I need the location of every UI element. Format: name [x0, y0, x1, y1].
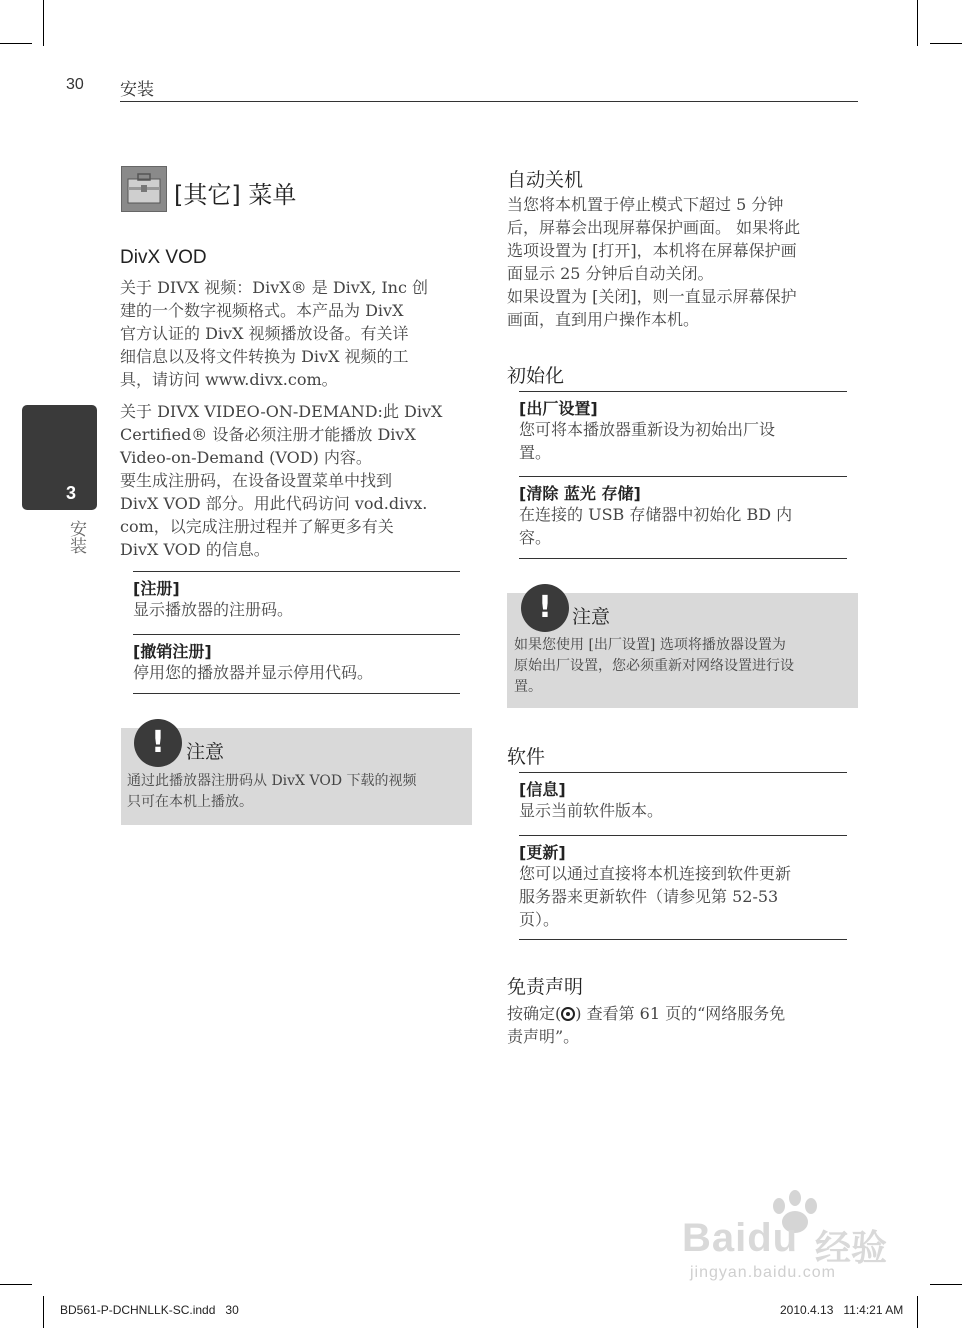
- page-number: 30: [66, 76, 84, 93]
- divx-note-title: 注意: [186, 741, 225, 763]
- deregister-item-text: 停用您的播放器并显示停用代码。: [133, 663, 374, 682]
- update-title: [更新]: [519, 843, 566, 862]
- footer-datetime: 2010.4.13 11:4:21 AM: [780, 1303, 904, 1317]
- divx-paragraph-1: 关于 DIVX 视频：DivX® 是 DivX, Inc 创 建的一个数字视频格式。本产品为 DivX 官方认证的 DivX 视频播放设备。有关详 细信息以及将文件转换为 DivX 视频的工 具，请访问 www.divx.com。: [120, 278, 429, 389]
- chapter-number: 3: [66, 483, 77, 503]
- register-item-text: 显示播放器的注册码。: [133, 600, 294, 619]
- factory-reset-title: [出厂设置]: [519, 399, 598, 418]
- divx-heading: DivX VOD: [120, 247, 207, 268]
- disclaimer-heading: 免责声明: [507, 976, 584, 998]
- auto-off-text: 当您将本机置于停止模式下超过 5 分钟 后，屏幕会出现屏幕保护画面。 如果将此 选项设置为 [打开]，本机将在屏幕保护画 面显示 25 分钟后自动关闭。 如果设置为 [关闭]，则一直显示屏幕保护 画面，直到用户操作本机。: [507, 195, 801, 329]
- chapter-label: 安装: [66, 520, 86, 554]
- update-text: 您可以通过直接将本机连接到软件更新 服务器来更新软件（请参见第 52-53 页）。: [519, 864, 792, 929]
- warning-icon: !: [134, 719, 182, 767]
- header-rule: [120, 101, 858, 102]
- register-item-title: [注册]: [133, 579, 180, 598]
- warning-icon: !: [521, 584, 569, 632]
- clear-bd-storage-title: [清除 蓝光 存储]: [519, 484, 641, 503]
- header-section: 安装: [120, 80, 154, 100]
- deregister-item-title: [撤销注册]: [133, 642, 212, 661]
- software-heading: 软件: [507, 746, 546, 768]
- factory-reset-text: 您可将本播放器重新设为初始出厂设 置。: [519, 420, 776, 462]
- init-heading: 初始化: [507, 365, 565, 387]
- baidu-watermark: Baidu 经验 jingyan.baidu.com: [680, 1188, 920, 1288]
- enter-button-icon: [561, 1007, 575, 1021]
- info-title: [信息]: [519, 780, 566, 799]
- divx-paragraph-2: 关于 DIVX VIDEO-ON-DEMAND:此 DivX Certified® 设备必须注册才能播放 DivX Video-on-Demand (VOD) 内容。 要生成注册码，在设备设置菜单中找到 DivX VOD 部分。用此代码访问 vod.divx. com，以完成注册过程并了解更多有关 DivX VOD 的信息。: [120, 402, 443, 559]
- clear-bd-storage-text: 在连接的 USB 存储器中初始化 BD 内 容。: [519, 505, 793, 547]
- init-note-title: 注意: [572, 606, 611, 628]
- info-text: 显示当前软件版本。: [519, 801, 664, 820]
- footer-file: BD561-P-DCHNLLK-SC.indd 30: [60, 1303, 239, 1317]
- page-title: [其它] 菜单: [174, 181, 297, 209]
- divx-note-text: 通过此播放器注册码从 DivX VOD 下载的视频 只可在本机上播放。: [127, 773, 417, 810]
- auto-off-heading: 自动关机: [507, 169, 584, 191]
- chapter-tab: [22, 405, 97, 510]
- init-note-text: 如果您使用 [出厂设置] 选项将播放器设置为 原始出厂设置，您必须重新对网络设置进行设 置。: [514, 637, 794, 695]
- toolbox-icon: [121, 166, 167, 212]
- disclaimer-text: 按确定( ) 查看第 61 页的“网络服务免 责声明”。: [507, 1004, 786, 1046]
